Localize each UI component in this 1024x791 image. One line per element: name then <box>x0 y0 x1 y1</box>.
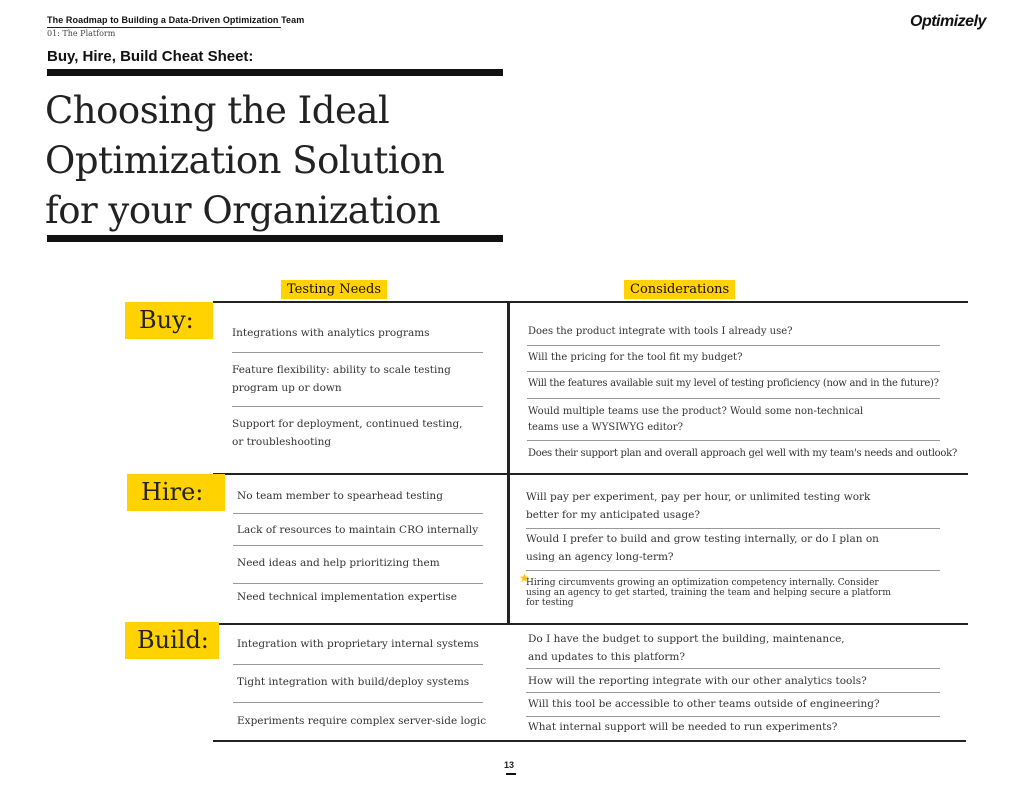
hire-build-rule <box>213 623 968 625</box>
hire-note: Hiring circumvents growing an optimization competency internally. Consider using an agency to get started, training the team and helping secure a platform for testing <box>526 578 891 608</box>
buy-consideration-5: Does their support plan and overall approach gel well with my team's needs and outlook? <box>528 448 957 459</box>
row-separator <box>527 345 940 346</box>
cheat-sheet-title: Buy, Hire, Build Cheat Sheet: <box>47 48 254 65</box>
hire-label: Hire: <box>127 474 225 511</box>
page-number-underline <box>506 773 516 775</box>
hire-need-4: Need technical implementation expertise <box>237 591 457 603</box>
headline-line-2: Optimization Solution <box>45 139 445 182</box>
table-bottom-rule <box>213 740 966 742</box>
optimizely-logo: Optimizely <box>910 13 986 30</box>
hire-need-3: Need ideas and help prioritizing them <box>237 557 440 569</box>
row-separator <box>232 406 483 407</box>
buy-consideration-4: Would multiple teams use the product? Would some non-technical teams use a WYSIWYG editor? <box>528 406 864 433</box>
row-separator <box>527 440 940 441</box>
section-label: 01: The Platform <box>47 29 116 38</box>
buy-hire-rule <box>213 473 968 475</box>
buy-consideration-1: Does the product integrate with tools I already use? <box>528 326 793 337</box>
headline-line-1: Choosing the Ideal <box>45 89 390 132</box>
row-separator <box>526 692 940 693</box>
bottom-thick-rule <box>47 235 503 242</box>
title-divider <box>47 27 281 28</box>
build-need-3: Experiments require complex server-side logic <box>237 715 487 727</box>
build-consideration-4: What internal support will be needed to run experiments? <box>528 721 838 733</box>
row-separator <box>233 545 483 546</box>
buy-label: Buy: <box>125 302 213 339</box>
row-separator <box>233 702 483 703</box>
hire-need-2: Lack of resources to maintain CRO internally <box>237 524 479 536</box>
hire-need-1: No team member to spearhead testing <box>237 490 443 502</box>
document-title: The Roadmap to Building a Data-Driven Optimization Team <box>47 15 305 25</box>
column-divider <box>507 302 510 624</box>
row-separator <box>526 528 940 529</box>
headline-line-3: for your Organization <box>45 189 441 232</box>
row-separator <box>526 668 940 669</box>
considerations-header: Considerations <box>624 280 735 299</box>
hire-consideration-1: Will pay per experiment, pay per hour, or unlimited testing work better for my anticipated usage? <box>526 491 871 521</box>
build-consideration-1: Do I have the budget to support the building, maintenance, and updates to this platform? <box>528 633 845 663</box>
page-number: 13 <box>504 760 515 770</box>
build-consideration-2: How will the reporting integrate with our other analytics tools? <box>528 675 867 687</box>
row-separator <box>527 398 940 399</box>
buy-need-3: Support for deployment, continued testing, or troubleshooting <box>232 418 463 448</box>
row-separator <box>233 664 483 665</box>
top-thick-rule <box>47 69 503 76</box>
buy-need-1: Integrations with analytics programs <box>232 327 430 339</box>
star-icon: ★ <box>519 571 530 585</box>
row-separator <box>233 513 483 514</box>
build-label: Build: <box>125 622 219 659</box>
build-consideration-3: Will this tool be accessible to other teams outside of engineering? <box>528 698 880 710</box>
build-need-1: Integration with proprietary internal systems <box>237 638 479 650</box>
buy-consideration-3: Will the features available suit my level of testing proficiency (now and in the future)? <box>528 378 939 389</box>
row-separator <box>526 570 940 571</box>
buy-need-2: Feature flexibility: ability to scale testing program up or down <box>232 364 451 394</box>
row-separator <box>233 583 483 584</box>
build-need-2: Tight integration with build/deploy systems <box>237 676 470 688</box>
row-separator <box>232 352 483 353</box>
row-separator <box>527 371 940 372</box>
row-separator <box>526 716 940 717</box>
hire-consideration-2: Would I prefer to build and grow testing internally, or do I plan on using an agency long-term? <box>526 533 879 563</box>
table-top-rule <box>213 301 968 303</box>
buy-consideration-2: Will the pricing for the tool fit my budget? <box>528 352 743 363</box>
testing-needs-header: Testing Needs <box>281 280 387 299</box>
page-headline <box>45 86 505 236</box>
